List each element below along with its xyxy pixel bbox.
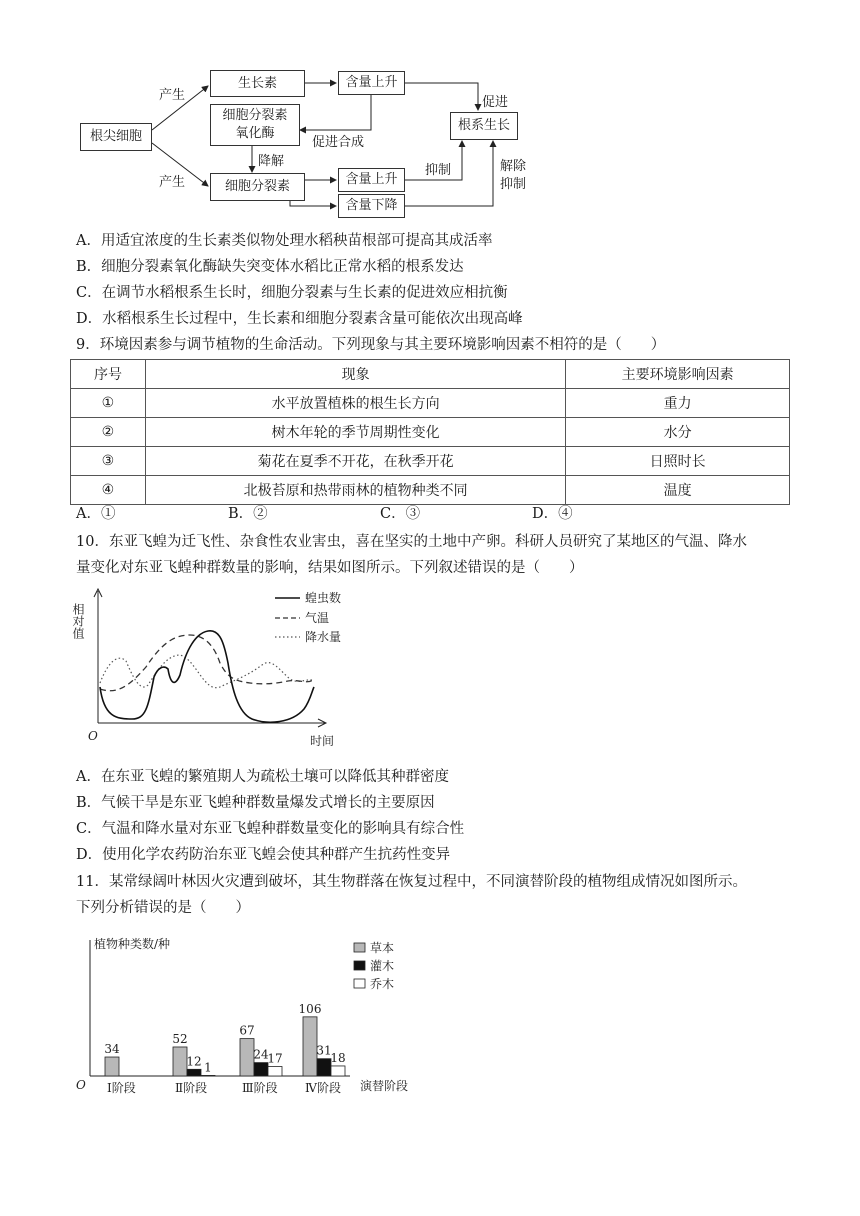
table-header: 主要环境影响因素 (566, 360, 790, 389)
category-label: Ⅰ阶段 (107, 1081, 136, 1095)
legend-label: 蝗虫数 (305, 591, 342, 605)
legend-label: 灌木 (370, 959, 395, 973)
box-content-rise-2: 含量上升 (338, 168, 405, 192)
q8-option-d: D．水稻根系生长过程中，生长素和细胞分裂素含量可能依次出现高峰 (76, 311, 523, 327)
bar (173, 1047, 187, 1076)
category-label: Ⅳ阶段 (305, 1081, 341, 1095)
q9-option-d: D．④ (532, 506, 573, 522)
q10-stem-line-1: 10．东亚飞蝗为迁飞性、杂食性农业害虫，喜在坚实的土地中产卵。科研人员研究了某地区的气温、降水 (76, 534, 747, 550)
table-cell: ④ (71, 476, 146, 505)
table-cell: 日照时长 (566, 447, 790, 476)
q10-option-a: A．在东亚飞蝗的繁殖期人为疏松土壤可以降低其种群密度 (76, 769, 449, 785)
legend-label: 降水量 (305, 630, 342, 644)
table-cell: 菊花在夏季不开花，在秋季开花 (145, 447, 565, 476)
table-cell: ② (71, 418, 146, 447)
table-cell: 重力 (566, 389, 790, 418)
q11-stem-line-1: 11．某常绿阔叶林因火灾遭到破坏，其生物群落在恢复过程中，不同演替阶段的植物组成情况如图所示。 (76, 874, 747, 890)
legend-swatch-tree (354, 979, 365, 988)
box-auxin: 生长素 (210, 70, 305, 97)
series-precipitation (100, 655, 314, 688)
bar-value-label: 67 (239, 1023, 255, 1038)
box-root-cell: 根尖细胞 (80, 123, 152, 151)
bar (240, 1039, 254, 1076)
bar (187, 1069, 201, 1076)
table-cell: 树木年轮的季节周期性变化 (145, 418, 565, 447)
bar-value-label: 52 (172, 1031, 188, 1046)
bar-legend (354, 940, 394, 991)
label-promote-synthesis: 促进合成 (312, 135, 365, 150)
y-axis-label: 相对值 (71, 603, 85, 639)
legend-swatch-herb (354, 943, 365, 952)
q10-stem-line-2: 量变化对东亚飞蝗种群数量的影响，结果如图所示。下列叙述错误的是（ ） (76, 560, 584, 576)
table-cell: 温度 (566, 476, 790, 505)
label-degrade: 降解 (258, 154, 285, 169)
x-axis-label: 时间 (310, 734, 335, 748)
line-legend (275, 590, 341, 644)
category-label: Ⅱ阶段 (175, 1081, 208, 1095)
label-promote: 促进 (482, 95, 509, 110)
bar (303, 1017, 317, 1076)
category-label: Ⅲ阶段 (242, 1081, 278, 1095)
bar (331, 1066, 345, 1076)
q8-option-b: B．细胞分裂素氧化酶缺失突变体水稻比正常水稻的根系发达 (76, 259, 464, 275)
q10-option-d: D．使用化学农药防治东亚飞蝗会使其种群产生抗药性变异 (76, 847, 451, 863)
series-temperature (100, 635, 314, 691)
legend-label: 气温 (305, 611, 330, 625)
box-content-fall: 含量下降 (338, 194, 405, 218)
q8-option-c: C．在调节水稻根系生长时，细胞分裂素与生长素的促进效应相抗衡 (76, 285, 508, 301)
succession-bar-chart (70, 930, 430, 1100)
q11-stem-line-2: 下列分析错误的是（ ） (76, 900, 250, 916)
legend-label: 草本 (370, 941, 395, 955)
q10-option-c: C．气温和降水量对东亚飞蝗种群数量变化的影响具有综合性 (76, 821, 465, 837)
label-inhibit: 抑制 (425, 163, 452, 178)
diagram-arrows (0, 0, 860, 230)
table-row (71, 418, 790, 447)
table-cell: 北极苔原和热带雨林的植物种类不同 (145, 476, 565, 505)
bar (254, 1063, 268, 1076)
bar-value-label: 17 (267, 1051, 283, 1066)
q10-option-b: B．气候干旱是东亚飞蝗种群数量爆发式增长的主要原因 (76, 795, 435, 811)
bar (105, 1057, 119, 1076)
label-release-inhibit: 解除 抑制 (500, 159, 527, 192)
bar (317, 1059, 331, 1076)
legend-swatch-shrub (354, 961, 365, 970)
label-produce-2: 产生 (159, 175, 186, 190)
table-row (71, 447, 790, 476)
bar-value-label: 24 (253, 1047, 269, 1062)
q9-option-b: B．② (228, 506, 268, 522)
category-labels (107, 1081, 341, 1095)
bar (268, 1067, 282, 1076)
bar-value-label: 18 (330, 1050, 346, 1065)
table-row (71, 476, 790, 505)
bar-group (104, 1002, 345, 1076)
table-cell: ① (71, 389, 146, 418)
box-content-rise-1: 含量上升 (338, 71, 405, 95)
label-produce-1: 产生 (159, 88, 186, 103)
q9-table (70, 359, 790, 505)
bar-value-label: 12 (186, 1054, 202, 1069)
origin-label: O (76, 1078, 86, 1092)
legend-label: 乔木 (370, 977, 395, 991)
bar-value-label: 106 (298, 1001, 322, 1016)
y-axis-label: 植物种类数/种 (94, 937, 171, 951)
box-root-growth: 根系生长 (450, 112, 518, 140)
table-row (71, 389, 790, 418)
table-header: 序号 (71, 360, 146, 389)
box-cytokinin: 细胞分裂素 (210, 173, 305, 201)
bar (201, 1075, 215, 1076)
box-cytokinin-oxidase: 细胞分裂素 氧化酶 (210, 104, 300, 146)
origin-label: O (88, 729, 98, 743)
q8-option-a: A．用适宜浓度的生长素类似物处理水稻秧苗根部可提高其成活率 (76, 233, 493, 249)
q9-option-c: C．③ (380, 506, 421, 522)
locust-line-chart (70, 585, 370, 755)
table-cell: 水平放置植株的根生长方向 (145, 389, 565, 418)
table-header-row (71, 360, 790, 389)
bar-value-label: 31 (316, 1043, 332, 1058)
series-locust-count (100, 631, 314, 722)
table-header: 现象 (145, 360, 565, 389)
x-axis-label: 演替阶段 (360, 1079, 409, 1093)
bar-value-label: 34 (104, 1042, 120, 1057)
bar-value-label: 1 (204, 1060, 212, 1075)
table-cell: ③ (71, 447, 146, 476)
q9-stem: 9．环境因素参与调节植物的生命活动。下列现象与其主要环境影响因素不相符的是（ ） (76, 337, 666, 353)
q9-option-a: A．① (76, 506, 116, 522)
table-cell: 水分 (566, 418, 790, 447)
